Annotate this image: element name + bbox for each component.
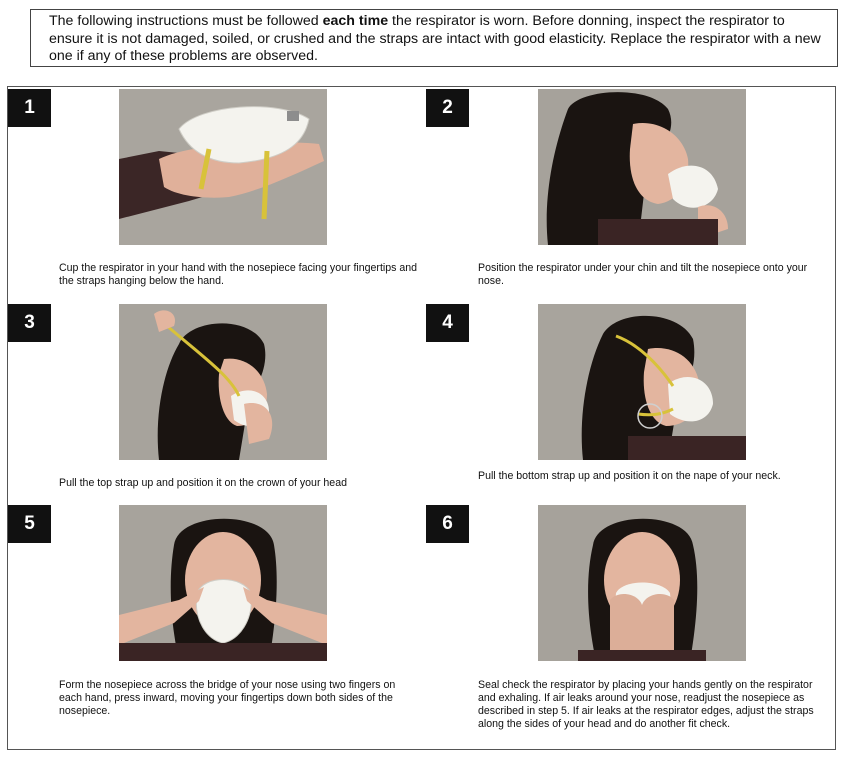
step-1-number: 1 bbox=[8, 89, 51, 127]
step-2-caption: Position the respirator under your chin and tilt the nosepiece onto your nose. bbox=[478, 262, 808, 287]
step-4-photo bbox=[538, 304, 746, 460]
step-5-photo bbox=[119, 505, 327, 661]
step-6-caption: Seal check the respirator by placing your hands gently on the respirator and exhaling. If air leaks around your nose, readjust the nosepiece as described in step 5. If air leaks at the respirator edges, adjust the straps along the sides of your head and do another fit check. bbox=[478, 679, 814, 730]
intro-text-rest: the respirator is worn. Before donning, inspect the respirator to ensure it is not damaged, soiled, or crushed and the straps are intact with good elasticity. Replace the respirator with a new one if any of these problems are observed. bbox=[49, 13, 821, 64]
step-3-caption: Pull the top strap up and position it on the crown of your head bbox=[59, 477, 347, 489]
step-6-number: 6 bbox=[426, 505, 469, 543]
intro-text: The following instructions must be followed bbox=[49, 13, 323, 29]
step-6-photo bbox=[538, 505, 746, 661]
step-2-number: 2 bbox=[426, 89, 469, 127]
intro-emphasis: each time bbox=[322, 13, 389, 29]
step-4-number: 4 bbox=[426, 304, 469, 342]
step-5-caption: Form the nosepiece across the bridge of your nose using two fingers on each hand, press inward, moving your fingertips down both sides of the nosepiece. bbox=[59, 679, 396, 717]
step-3-photo bbox=[119, 304, 327, 460]
step-5-number: 5 bbox=[8, 505, 51, 543]
step-1-caption: Cup the respirator in your hand with the nosepiece facing your fingertips and the straps hanging below the hand. bbox=[59, 262, 418, 287]
step-1-photo bbox=[119, 89, 327, 245]
step-4-caption: Pull the bottom strap up and position it on the nape of your neck. bbox=[478, 470, 781, 482]
step-2-photo bbox=[538, 89, 746, 245]
intro-box bbox=[30, 9, 838, 67]
step-3-number: 3 bbox=[8, 304, 51, 342]
